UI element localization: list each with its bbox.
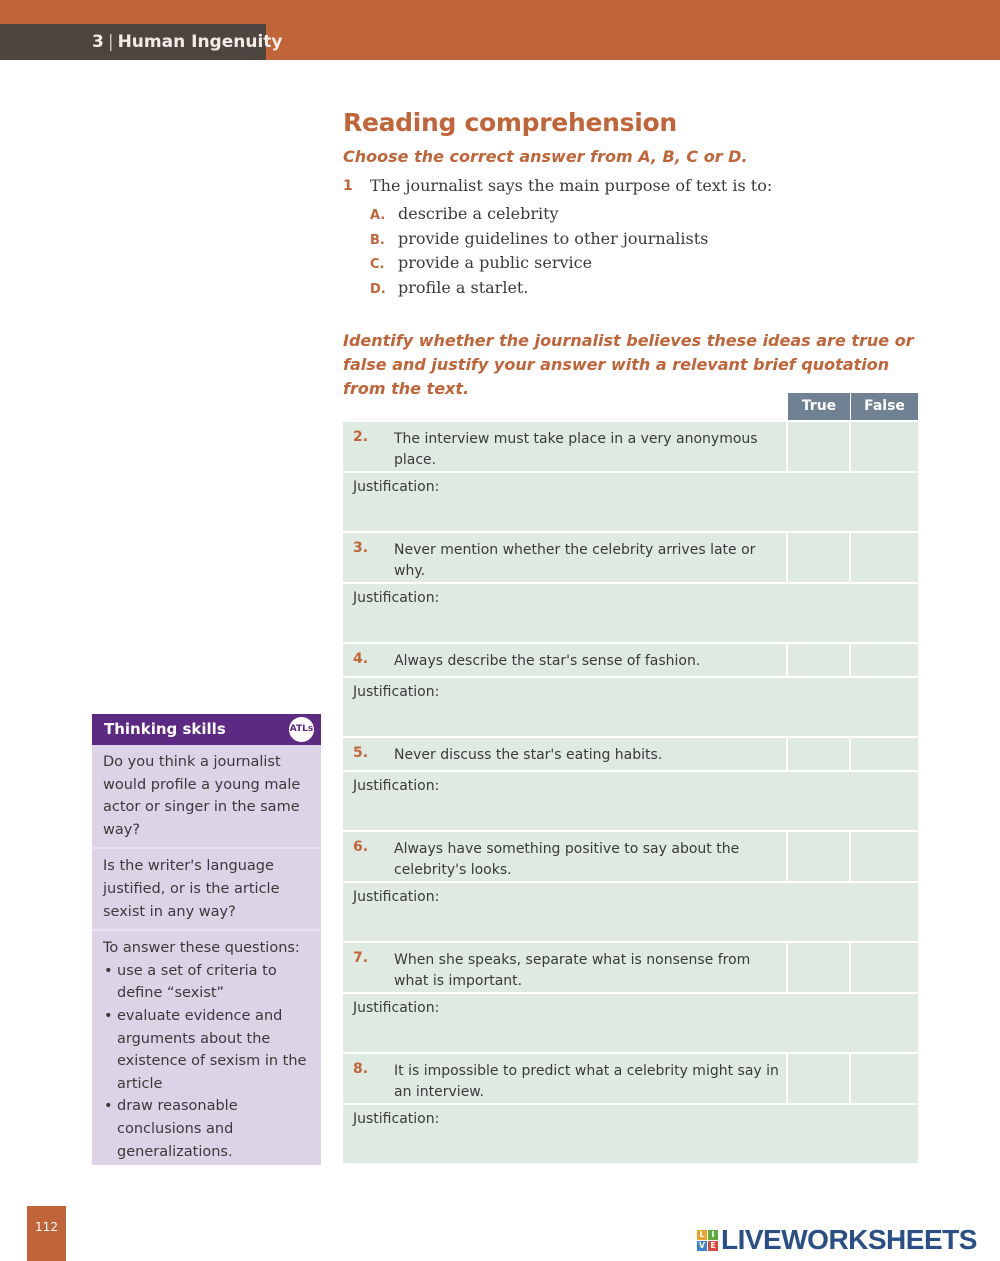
statement-text: Never mention whether the celebrity arrives late or why. (394, 542, 756, 579)
true-answer-cell[interactable] (786, 644, 849, 676)
justification-field[interactable]: Justification: (343, 1103, 918, 1163)
liveworksheets-logo-text: LIVEWORKSHEETS (721, 1224, 977, 1255)
list-item: • draw reasonable conclusions and generalizations. (103, 1095, 311, 1163)
statement-text: Always have something positive to say about the celebrity's looks. (394, 841, 740, 878)
statement-text: Never discuss the star's eating habits. (394, 747, 663, 763)
false-answer-cell[interactable] (849, 832, 918, 881)
option-letter: A. (370, 208, 386, 223)
justification-field[interactable]: Justification: (343, 881, 918, 941)
statement-row-2 (343, 420, 918, 471)
thinking-skills-paragraph: Do you think a journalist would profile a young male actor or singer in the same way? (103, 754, 301, 838)
statement-row-5 (343, 736, 918, 770)
statement-text: Always describe the star's sense of fashion. (394, 653, 701, 669)
true-answer-cell[interactable] (786, 943, 849, 992)
false-answer-cell[interactable] (849, 644, 918, 676)
statement-row-6 (343, 830, 918, 881)
question-1-options (370, 203, 923, 301)
statement-row-4 (343, 642, 918, 676)
option-text: provide a public service (398, 253, 593, 272)
true-answer-cell[interactable] (786, 738, 849, 770)
thinking-skills-list (103, 960, 311, 1163)
page-number: 112 (27, 1206, 66, 1261)
justification-field[interactable]: Justification: (343, 471, 918, 531)
statement-text: It is impossible to predict what a celebrity might say in an interview. (394, 1063, 779, 1100)
logo-tile: V (698, 1240, 706, 1250)
logo-tile: I (708, 1230, 718, 1240)
thinking-skills-task (92, 929, 321, 1169)
thinking-skills-paragraph: Is the writer's language justified, or is the article sexist in any way? (92, 847, 321, 929)
section-title: Reading comprehension (343, 108, 677, 137)
thinking-skills-box (92, 714, 321, 1165)
thinking-skills-task-intro: To answer these questions: (103, 940, 300, 957)
option-d[interactable] (370, 277, 923, 302)
true-false-table (343, 420, 918, 1163)
logo-tile: L (697, 1230, 707, 1240)
statement-text: When she speaks, separate what is nonsense from what is important. (394, 952, 751, 989)
list-item: • evaluate evidence and arguments about the existence of sexism in the article (103, 1005, 311, 1095)
column-header-false: False (851, 393, 918, 420)
chapter-number: 3 (92, 32, 104, 52)
main-content (343, 108, 923, 401)
option-text: profile a starlet. (398, 277, 529, 297)
justification-field[interactable]: Justification: (343, 770, 918, 830)
true-answer-cell[interactable] (786, 1054, 849, 1103)
option-a[interactable] (370, 203, 923, 228)
option-c[interactable] (370, 252, 923, 277)
instruction-true-false: Identify whether the journalist believes these ideas are true or false and justify your answer with a relevant brief quotation from the text. (343, 331, 914, 398)
false-answer-cell[interactable] (849, 533, 918, 582)
statement-number: 3. (353, 540, 369, 556)
true-answer-cell[interactable] (786, 422, 849, 471)
chapter-tab: 3 | Human Ingenuity (0, 24, 266, 60)
statement-number: 2. (353, 429, 369, 445)
false-answer-cell[interactable] (849, 422, 918, 471)
option-text: provide guidelines to other journalists (398, 228, 709, 248)
thinking-skills-title: Thinking skills (104, 720, 226, 738)
option-letter: B. (370, 232, 385, 248)
logo-tile: E (708, 1241, 718, 1251)
statement-number: 8. (353, 1061, 369, 1077)
false-answer-cell[interactable] (849, 1054, 918, 1103)
statement-row-8 (343, 1052, 918, 1103)
statement-text: The interview must take place in a very anonymous place. (394, 431, 758, 468)
statement-number: 4. (353, 651, 369, 667)
liveworksheets-logo (697, 1225, 977, 1255)
statement-row-3 (343, 531, 918, 582)
question-1-text: The journalist says the main purpose of text is to: (370, 176, 773, 195)
instruction-multiple-choice: Choose the correct answer from A, B, C or D. (343, 147, 748, 166)
option-b[interactable] (370, 228, 923, 253)
atls-badge-icon: ATLs (287, 715, 316, 744)
question-1-number: 1 (343, 178, 353, 194)
justification-field[interactable]: Justification: (343, 676, 918, 736)
true-answer-cell[interactable] (786, 832, 849, 881)
option-text: describe a celebrity (398, 204, 559, 223)
liveworksheets-logo-icon (697, 1230, 718, 1251)
statement-number: 6. (353, 839, 369, 855)
question-1 (343, 176, 923, 195)
justification-field[interactable]: Justification: (343, 582, 918, 642)
false-answer-cell[interactable] (849, 738, 918, 770)
statement-number: 7. (353, 950, 369, 966)
statement-number: 5. (353, 745, 369, 761)
option-letter: D. (370, 281, 386, 297)
justification-field[interactable]: Justification: (343, 992, 918, 1052)
true-false-header (788, 393, 918, 420)
false-answer-cell[interactable] (849, 943, 918, 992)
true-answer-cell[interactable] (786, 533, 849, 582)
column-header-true: True (788, 393, 850, 420)
list-item: • use a set of criteria to define “sexist” (103, 960, 311, 1005)
chapter-title: Human Ingenuity (117, 32, 283, 52)
statement-row-7 (343, 941, 918, 992)
option-letter: C. (370, 257, 385, 272)
thinking-skills-header (92, 714, 321, 745)
